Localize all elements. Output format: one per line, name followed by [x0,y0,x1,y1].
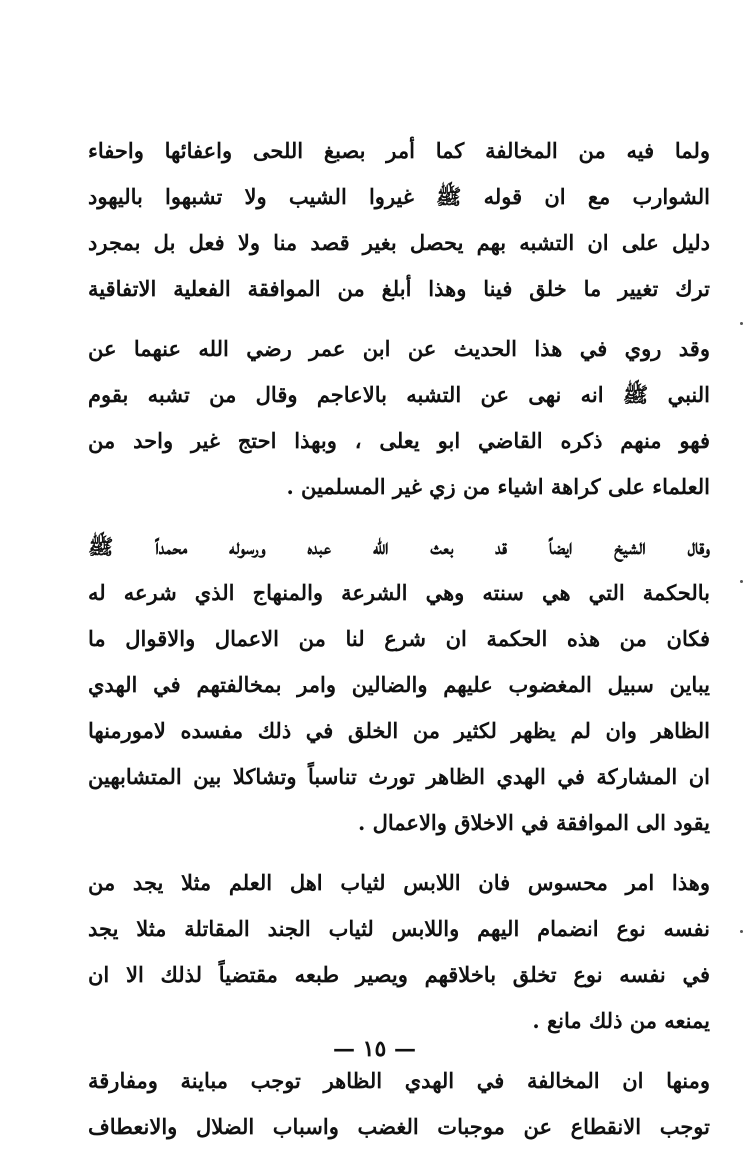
text-line: فهو منهم ذكره القاضي ابو يعلى ، وبهذا احتج غير واحد من [88,428,710,453]
margin-dot [740,580,743,583]
text-line: وقال الشيخ ايضاً قد بعث الله عبده ورسوله محمداً ﷺ [88,534,710,559]
paragraph-5 [88,1058,710,1150]
text-line: النبي ﷺ انه نهى عن التشبه بالاعاجم وقال من تشبه بقوم [88,382,710,407]
margin-dot [740,930,743,933]
text-line: في نفسه نوع تخلق باخلاقهم ويصير طبعه مقتضياً لذلك الا ان [88,962,710,987]
paragraph-1 [88,128,710,312]
page-number: — ١٥ — [333,1036,416,1062]
text-line: الشوارب مع ان قوله ﷺ غيروا الشيب ولا تشبهوا باليهود [88,184,710,209]
paragraph-spacer [88,510,710,524]
text-line: يباين سبيل المغضوب عليهم والضالين وامر بمخالفتهم في الهدي [88,672,710,697]
text-line: يقود الى الموافقة في الاخلاق والاعمال . [358,810,710,835]
paragraph-4 [88,860,710,1044]
text-line: العلماء على كراهة اشياء من زي غير المسلمين . [286,474,710,499]
text-line: وهذا امر محسوس فان اللابس لثياب اهل العلم مثلا يجد من [88,870,710,895]
text-line: دليل على ان التشبه بهم يحصل بغير قصد منا ولا فعل بل بمجرد [88,230,710,255]
text-line: ان المشاركة في الهدي الظاهر تورث تناسباً وتشاكلا بين المتشابهين [88,764,710,789]
paragraph-2 [88,326,710,510]
text-line: بالحكمة التي هي سنته وهي الشرعة والمنهاج الذي شرعه له [88,580,710,605]
paragraph-spacer [88,846,710,860]
text-line: فكان من هذه الحكمة ان شرع لنا من الاعمال والاقوال ما [88,626,710,651]
text-line: وقد روي في هذا الحديث عن ابن عمر رضي الله عنهما عن [88,336,710,361]
margin-dot [740,322,743,325]
paragraph-3 [88,524,710,846]
text-line: ومنها ان المخالفة في الهدي الظاهر توجب مباينة ومفارقة [88,1068,710,1093]
text-line: نفسه نوع انضمام اليهم واللابس لثياب الجند المقاتلة مثلا يجد [88,916,710,941]
text-line: يمنعه من ذلك مانع . [532,1008,710,1033]
paragraph-spacer [88,312,710,326]
body-text [88,128,710,1150]
text-line: ترك تغيير ما خلق فينا وهذا أبلغ من الموافقة الفعلية الاتفاقية [88,276,710,301]
text-line: توجب الانقطاع عن موجبات الغضب واسباب الضلال والانعطاف [88,1114,710,1139]
text-line: ولما فيه من المخالفة كما أمر بصبغ اللحى واعفائها واحفاء [88,138,710,163]
text-line: الظاهر وان لم يظهر لكثير من الخلق في ذلك مفسده لامورمنها [88,718,710,743]
